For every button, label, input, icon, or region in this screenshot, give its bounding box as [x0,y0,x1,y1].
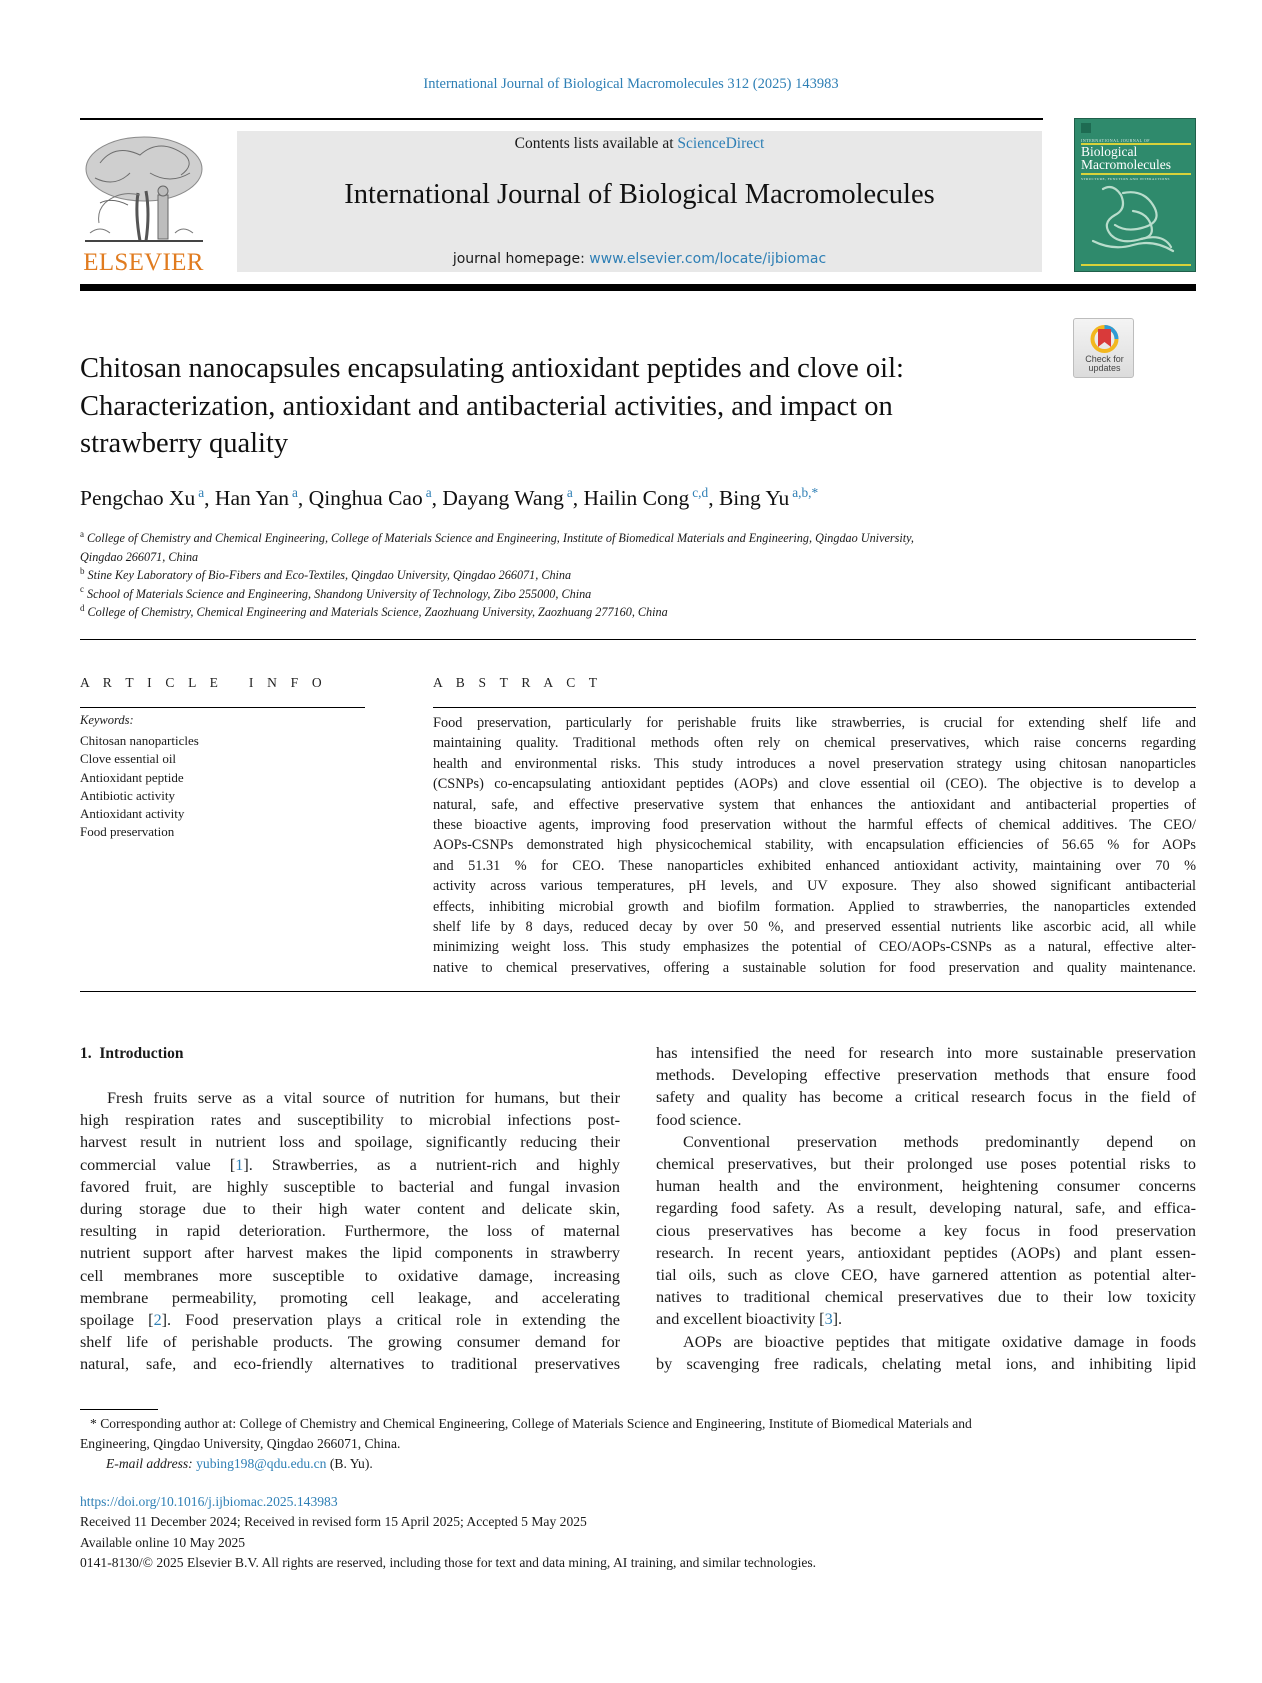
bookmark-badge-icon [1090,324,1119,354]
author-affiliation-ref[interactable]: a [198,484,205,500]
article-info-rule [80,707,365,708]
body-text: ]. [832,1310,843,1329]
check-for-updates-label [1074,355,1135,373]
footnote-rule [80,1409,158,1410]
doi-link[interactable]: https://doi.org/10.1016/j.ijbiomac.2025.143983 [80,1494,338,1509]
body-line: high respiration rates and susceptibility to microbial infections post- [80,1111,620,1130]
header-rule [80,118,1043,120]
body-line [80,1309,620,1331]
article-info-heading: A R T I C L E I N F O [80,675,327,690]
affiliation-d [80,603,1080,622]
contents-line [237,135,1042,153]
publication-info [80,1492,1196,1574]
author-name[interactable]: Qinghua Cao [308,486,423,510]
abstract-line: (CSNPs) co-encapsulating antioxidant peptides (AOPs) and clove essential oil (CEO). The objective is to develop a [433,776,1196,793]
check-updates-line: Check for [1085,354,1124,364]
body-line: nutrient support after harvest makes the lipid components in strawberry [80,1244,620,1263]
keyword-item: Antioxidant peptide [80,769,184,785]
body-line: methods. Developing effective preservation methods that ensure food [656,1066,1196,1085]
affiliation-letter: b [80,565,85,576]
citation-link[interactable]: 2 [153,1311,162,1330]
body-line: Fresh fruits serve as a vital source of nutrition for humans, but their [107,1089,620,1107]
body-column-right [656,1042,1196,1375]
journal-masthead [237,131,1042,272]
body-text: ]. Food preservation plays a critical role in extending the [161,1311,620,1330]
email-link[interactable]: yubing198@qdu.edu.cn [196,1456,327,1471]
corresponding-author-footnote [80,1414,1196,1474]
abstract-heading: A B S T R A C T [433,675,603,690]
body-line: shelf life of perishable products. The growing consumer demand for [80,1333,620,1352]
journal-homepage-link[interactable]: www.elsevier.com/locate/ijbiomac [589,251,827,267]
affiliation-b [80,566,1080,585]
abstract-line: activity across various temperatures, pH levels, and UV exposure. They also showed significant antibacterial [433,878,1196,895]
abstract-line: AOPs-CSNPs demonstrated high physicochemical stability, with encapsulation efficiencies of 56.65 % for AOPs [433,837,1196,854]
keywords-label: Keywords: [80,713,134,727]
contents-prefix: Contents lists available at [514,135,678,152]
abstract-line: shelf life by 8 days, reduced decay by over 50 %, and preserved essential nutrients like ascorbic acid, all while [433,919,1196,936]
keyword-item: Antioxidant activity [80,806,185,822]
body-line: cell membranes more susceptible to oxidative damage, increasing [80,1266,620,1285]
cover-title-line: Macromolecules [1081,157,1171,172]
section-heading-introduction: 1. Introduction [80,1045,184,1062]
elsevier-logo[interactable] [80,133,207,276]
cover-title [1081,145,1193,171]
check-updates-line: updates [1088,363,1121,373]
body-line: by scavenging free radicals, chelating metal ions, and inhibiting lipid [656,1354,1196,1373]
abstract-line: minimizing weight loss. This study emphasizes the potential of CEO/AOPs-CSNPs as a natural, effective alter- [433,939,1196,956]
affiliation-letter: c [80,584,84,595]
body-line: regarding food safety. As a result, developing natural, safe, and effica- [656,1199,1196,1218]
elsevier-wordmark: ELSEVIER [83,249,204,276]
email-suffix: (B. Yu). [326,1456,373,1471]
author-name[interactable]: Hailin Cong [583,486,690,510]
keyword-item: Chitosan nanoparticles [80,733,199,748]
cover-elsevier-icon [1081,123,1091,133]
available-online-line: Available online 10 May 2025 [80,1534,246,1550]
body-line: cious preservatives has become a key focus in food preservation [656,1221,1196,1240]
affiliation-c [80,585,1080,604]
keyword-item: Clove essential oil [80,751,177,767]
body-line: has intensified the need for research into more sustainable preservation [656,1044,1196,1062]
author-affiliation-ref[interactable]: a [425,484,432,500]
body-line: AOPs are bioactive peptides that mitigate oxidative damage in foods [683,1332,1196,1351]
affiliation-a [80,529,1080,548]
running-header[interactable]: International Journal of Biological Macromolecules 312 (2025) 143983 [423,76,839,92]
elsevier-tree-icon [80,133,207,247]
cover-title-line: Biological [1081,144,1138,159]
author-name[interactable]: Bing Yu [718,486,790,510]
footnote-line: Engineering, Qingdao University, Qingdao 266071, China. [80,1436,401,1451]
keywords-list [80,732,199,842]
affiliation-a-cont: Qingdao 266071, China [80,549,199,564]
body-line: resulting in rapid deterioration. Furthermore, the loss of maternal [80,1222,620,1241]
body-text: and excellent bioactivity [ [656,1310,825,1329]
article-title [80,350,1040,463]
body-line: favored fruit, are highly susceptible to bacterial and fungal invasion [80,1177,620,1196]
cover-subtitle: STRUCTURE, FUNCTION AND INTERACTIONS [1081,177,1170,181]
body-line: during storage due to their high water content and delicate skin, [80,1200,620,1219]
abstract-body [433,713,1196,978]
author-list: Pengchao Xu $^a$, Han Yan $^a$, Qinghua Cao $^a$, Dayang Wang $^a$, Hailin Cong $^{c,d}$, Bing Yu $^{a,b,*}$ [80,484,819,510]
sciencedirect-link[interactable]: ScienceDirect [677,135,765,152]
cover-small-caption: INTERNATIONAL JOURNAL OF [1081,138,1151,143]
affiliation-text: College of Chemistry, Chemical Engineering and Materials Science, Zaozhuang University, Zaozhuang 277160, China [87,605,668,619]
affiliation-text: College of Chemistry and Chemical Engineering, College of Materials Science and Engineering, Institute of Biomedical Materials and Engineering, Qingdao University, [87,531,914,545]
author-affiliation-ref[interactable]: a,b,* [792,484,819,500]
body-line: safety and quality has become a critical research focus in the field of [656,1088,1196,1107]
section-rule [80,639,1196,640]
author-name[interactable]: Pengchao Xu [80,486,196,510]
title-line: Chitosan nanocapsules encapsulating antioxidant peptides and clove oil: [80,353,904,384]
body-line: chemical preservatives, but their prolonged use poses potential risks to [656,1155,1196,1174]
homepage-prefix: journal homepage: [452,251,590,267]
abstract-line: Food preservation, particularly for perishable fruits like strawberries, is crucial for extending shelf life and [433,715,1196,731]
author-affiliation-ref[interactable]: c,d [692,484,709,500]
abstract-line: natural, safe, and effective preservative system that enhances the antioxidant and antibacterial properties of [433,796,1196,813]
affiliation-text: Stine Key Laboratory of Bio-Fibers and Eco-Textiles, Qingdao University, Qingdao 266071, China [87,568,572,582]
body-line: food science. [656,1110,742,1129]
copyright-line: 0141-8130/© 2025 Elsevier B.V. All rights are reserved, including those for text and data mining, AI training, and similar technologies. [80,1555,817,1571]
abstract-line: native to chemical preservatives, offering a sustainable solution for food preservation and quality maintenance. [433,959,1196,976]
check-for-updates-button[interactable] [1073,318,1134,378]
body-line: tial oils, such as clove CEO, have garnered attention as potential alter- [656,1266,1196,1285]
citation-link[interactable]: 1 [235,1155,244,1174]
title-line: Characterization, antioxidant and antibacterial activities, and impact on [80,390,893,422]
author-name[interactable]: Dayang Wang [442,486,564,510]
email-label: E-mail address: [106,1456,193,1471]
author-affiliation-ref[interactable]: a [566,484,573,500]
body-line: harvest result in nutrient loss and spoilage, significantly reducing their [80,1133,620,1152]
footnote-line: * Corresponding author at: College of Chemistry and Chemical Engineering, College of Materials Science and Engineering, Institute of Biomedical Materials and [90,1416,972,1431]
citation-link[interactable]: 3 [824,1310,833,1329]
abstract-line: health and environmental risks. This study introduces a novel preservation strategy using chitosan nanoparticles [433,755,1196,772]
body-line: natives to traditional chemical preservatives due to their low toxicity [656,1288,1196,1307]
body-line: research. In recent years, antioxidant peptides (AOPs) and plant essen- [656,1243,1196,1262]
affiliation-letter: d [80,602,85,613]
body-text: commercial value [ [80,1155,236,1174]
footnote-email-line [80,1454,1196,1474]
masthead-thick-rule [80,284,1196,291]
affiliations [80,529,1080,622]
keyword-item: Antibiotic activity [80,787,175,803]
body-line [656,1308,1196,1330]
author-name[interactable]: Han Yan [214,486,289,510]
title-line: strawberry quality [80,428,289,459]
affiliation-letter: a [80,528,84,539]
abstract-line: and 51.31 % for CEO. These nanoparticles exhibited enhanced antioxidant activity, maintaining over 70 % [433,857,1196,874]
body-line [80,1154,620,1176]
abstract-end-rule [80,991,1196,992]
journal-cover-thumbnail[interactable] [1074,118,1196,272]
body-column-left [80,1087,620,1376]
body-line: natural, safe, and eco-friendly alternatives to traditional preservatives [80,1355,620,1374]
abstract-line: maintaining quality. Traditional methods often rely on chemical preservatives, which raise concerns regarding [433,735,1196,752]
body-text: spoilage [ [80,1311,154,1330]
author-affiliation-ref[interactable]: a [292,484,298,500]
history-line: Received 11 December 2024; Received in revised form 15 April 2025; Accepted 5 May 2025 [80,1514,587,1530]
journal-name: International Journal of Biological Macromolecules [344,179,935,210]
abstract-line: effects, inhibiting microbial growth and biofilm formation. Applied to strawberries, the nanoparticles extended [433,898,1196,915]
cover-divider [1081,173,1191,175]
body-line: human health and the environment, heightening consumer concerns [656,1177,1196,1196]
abstract-line: these bioactive agents, improving food preservation without the harmful effects of chemical additives. The CEO/ [433,817,1196,834]
affiliation-text: School of Materials Science and Engineering, Shandong University of Technology, Zibo 255000, China [87,586,592,601]
body-line: membrane permeability, promoting cell leakage, and accelerating [80,1288,620,1307]
protein-ribbon-icon [1083,181,1191,261]
keyword-item: Food preservation [80,824,175,840]
homepage-line [237,251,1042,267]
abstract-rule [433,707,1196,708]
body-line: Conventional preservation methods predominantly depend on [683,1132,1196,1151]
cover-divider [1081,264,1191,266]
body-text: ]. Strawberries, as a nutrient-rich and highly [243,1155,620,1174]
